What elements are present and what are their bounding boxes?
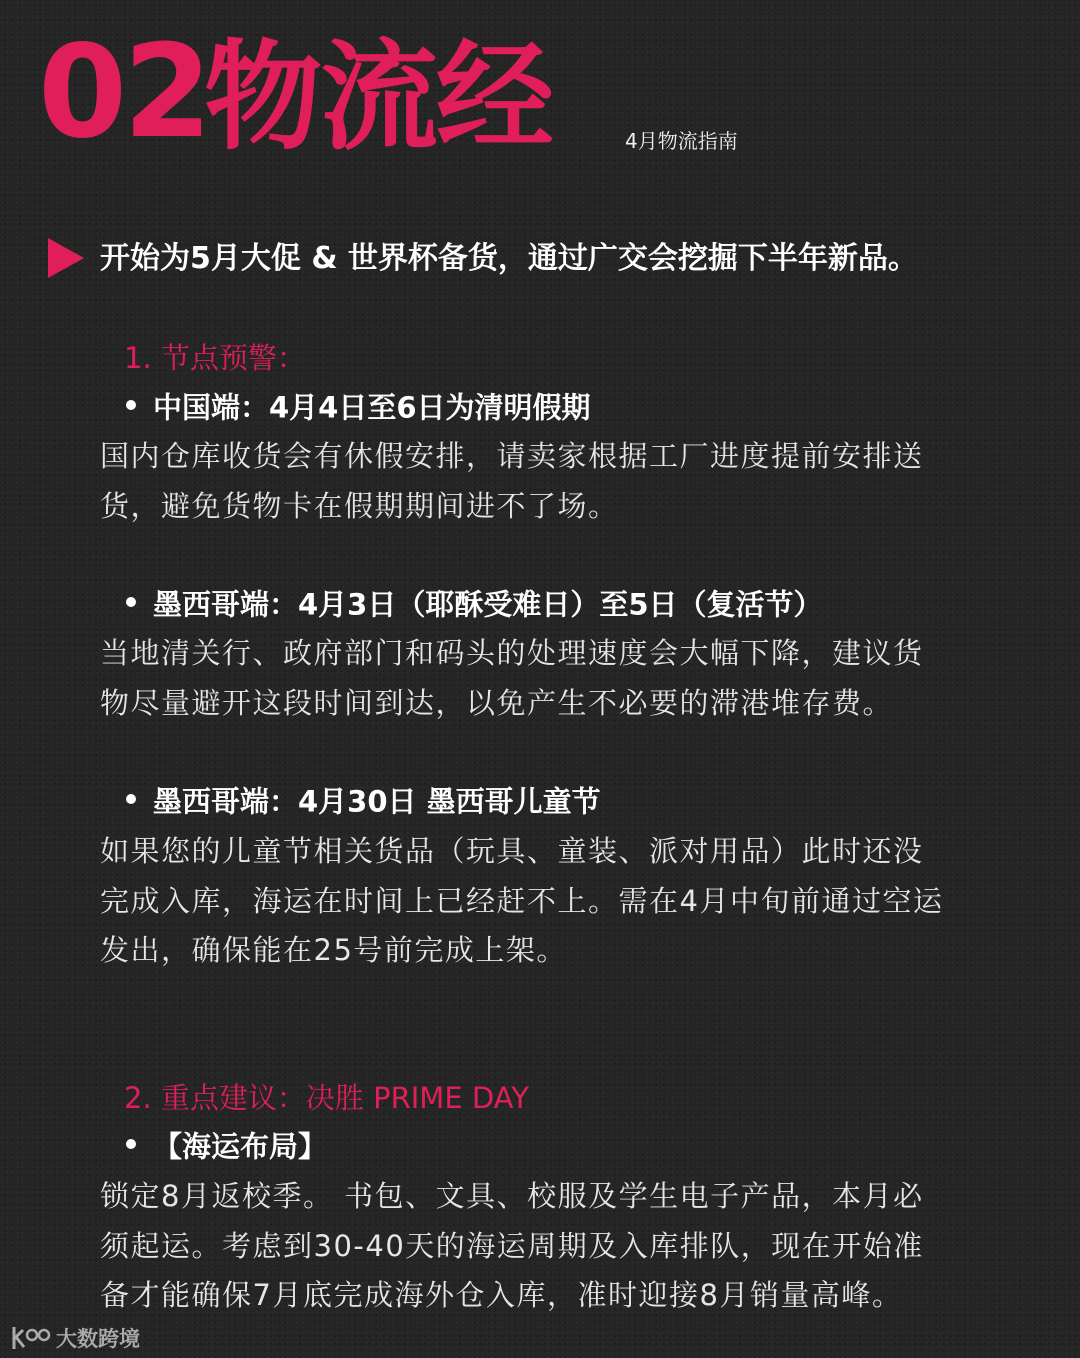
watermark-text: 大数跨境: [56, 1327, 140, 1351]
body-line: 完成入库，海运在时间上已经赶不上。需在4月中旬前通过空运: [100, 883, 944, 918]
body-line: 当地清关行、政府部门和码头的处理速度会大幅下降，建议货: [100, 636, 924, 670]
body-line: 须起运。考虑到30-40天的海运周期及入库排队，现在开始准: [100, 1228, 924, 1263]
body-paragraph-mexico-easter: [100, 629, 990, 728]
bullet-dot-icon: [126, 1139, 136, 1149]
watermark: [10, 1322, 140, 1354]
bullet-heading: 【海运布局】: [153, 1129, 328, 1164]
play-arrow-icon: [48, 238, 84, 278]
body-line: 发出，确保能在25号前完成上架。: [100, 933, 567, 967]
bullet-dot-icon: [126, 400, 136, 410]
body-paragraph-china: [100, 432, 990, 531]
bullet-heading: 中国端：4月4日至6日为清明假期: [153, 390, 591, 425]
body-paragraph-shipping: [100, 1172, 990, 1321]
kbo-logo-icon: [10, 1323, 52, 1353]
bullet-shipping-layout: [126, 1125, 327, 1167]
body-line: 备才能确保7月底完成海外仓入库，准时迎接8月销量高峰。: [100, 1278, 903, 1312]
body-line: 锁定8月返校季。 书包、文具、校服及学生电子产品，本月必: [100, 1179, 924, 1213]
bullet-dot-icon: [126, 794, 136, 804]
body-line: 物尽量避开这段时间到达，以免产生不必要的滞港堆存费。: [100, 685, 894, 720]
bullet-dot-icon: [126, 597, 136, 607]
section-title-alerts: 1. 节点预警：: [124, 341, 306, 375]
body-paragraph-mexico-childrens-day: [100, 827, 990, 976]
body-line: 国内仓库收货会有休假安排，请卖家根据工厂进度提前安排送: [100, 439, 924, 473]
bullet-heading: 墨西哥端：4月3日（耶酥受难日）至5日（复活节）: [153, 587, 823, 622]
body-line: 如果您的儿童节相关货品（玩具、童装、派对用品）此时还没: [100, 834, 924, 868]
bullet-mexico-childrens-day: [126, 780, 601, 822]
page-subtitle: 4月物流指南: [625, 129, 738, 153]
headline: 开始为5月大促 & 世界杯备货，通过广交会挖掘下半年新品。: [100, 241, 918, 276]
bullet-heading: 墨西哥端：4月30日 墨西哥儿童节: [153, 784, 601, 819]
title-number: 02: [38, 18, 209, 167]
bullet-china: [126, 386, 591, 428]
body-line: 货，避免货物卡在假期期间进不了场。: [100, 488, 619, 523]
section-title-advice: 2. 重点建议：决胜 PRIME DAY: [124, 1081, 529, 1115]
bullet-mexico-easter: [126, 583, 823, 625]
page-title: 物流经: [204, 28, 553, 166]
